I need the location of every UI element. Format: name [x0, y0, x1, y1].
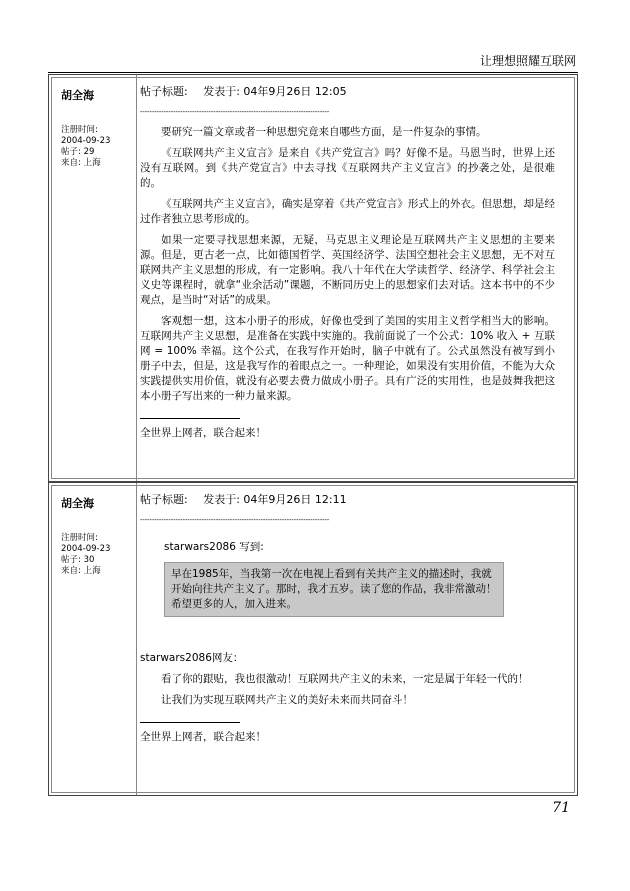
meta-register-label: 注册时间: — [61, 533, 98, 543]
post-paragraph: 让我们为实现互联网共产主义的美好未来而共同奋斗！ — [161, 694, 413, 706]
post-paragraph: 如果一定要寻找思想来源，无疑，马克思主义理论是互联网共产主义思想的主要来源。但是，更古老一点，比如德国哲学、英国经济学、法国空想社会主义思想，无不对互联网共产主义思想的形成，有一定影响。我八十年代在大学读哲学、经济学、科学社会主义史等课程时，就拿“业余活动”课题，不断同历史上的思想家们去对话。这本书中的不少观点，是当时“对话”的成果。 — [140, 234, 555, 306]
meta-register-date: 2004-09-23 — [61, 544, 111, 554]
reply-salutation: starwars2086网友： — [140, 652, 244, 664]
meta-post-count: 帖子: 30 — [61, 555, 95, 565]
column-divider — [136, 75, 137, 481]
column-divider — [136, 483, 137, 795]
author-name: 胡全海 — [61, 497, 94, 510]
meta-post-count: 帖子: 29 — [61, 147, 95, 157]
post-paragraph: 《互联网共产主义宣言》是来自《共产党宣言》吗？好像不是。马恩当时，世界上还没有互联网。到《共产党宣言》中去寻找《互联网共产主义宣言》的抄袭之处，是很难的。 — [140, 147, 555, 189]
signature: 全世界上网者，联合起来！ — [140, 427, 266, 439]
post-content — [140, 83, 570, 440]
post-date: 发表于: 04年9月26日 12:11 — [203, 493, 347, 506]
post-paragraph: 看了你的跟贴，我也很激动！互联网共产主义的未来，一定是属于年轻一代的！ — [161, 673, 529, 685]
signature-rule — [140, 418, 240, 419]
post-title-label: 帖子标题: — [140, 85, 188, 98]
post-paragraph: 客观想一想，这本小册子的形成，好像也受到了美国的实用主义哲学相当大的影响。互联网共产主义思想，是准备在实践中实施的。我前面说了一个公式：10% 收入 + 互联网 = 100% 幸福。这个公式，在我写作开始时，脑子中就有了。公式虽然没有被写到小册子中去，但是，这是我写作的着眼点之一。一种理论，如果没有实用价值，不能为大众实践提供实用价值，就没有必要去费力做成小册子。具有广泛的实用性，也是鼓舞我把这本小册子写出来的一种力量来源。 — [140, 315, 555, 402]
post-date: 发表于: 04年9月26日 12:05 — [203, 85, 347, 98]
meta-location: 来自: 上海 — [61, 158, 101, 168]
post-paragraph: 要研究一篇文章或者一种思想究竟来自哪些方面，是一件复杂的事情。 — [161, 126, 487, 138]
post-header — [140, 491, 570, 507]
signature: 全世界上网者，联合起来！ — [140, 731, 266, 743]
author-meta — [61, 533, 131, 577]
author-meta — [61, 125, 131, 169]
quote-author: starwars2086 写到: — [164, 541, 264, 553]
signature-rule — [140, 722, 240, 723]
page-number: 71 — [552, 800, 570, 816]
header-title: 让理想照耀互联网 — [479, 54, 576, 68]
meta-register-date: 2004-09-23 — [61, 136, 111, 146]
header-rule — [48, 72, 578, 73]
author-column — [61, 87, 131, 169]
post-paragraph: 《互联网共产主义宣言》，确实是穿着《共产党宣言》形式上的外衣。但思想，却是经过作者独立思考形成的。 — [140, 198, 555, 225]
post-separator: -------------------------------------------------------------------------------- — [140, 516, 330, 524]
meta-location: 来自: 上海 — [61, 566, 101, 576]
post-header — [140, 83, 570, 99]
forum-post — [48, 482, 578, 796]
post-separator: -------------------------------------------------------------------------------- — [140, 108, 330, 116]
quote-block: 早在1985年，当我第一次在电视上看到有关共产主义的描述时，我就开始向往共产主义了。那时，我才五岁。读了您的作品，我非常激动！希望更多的人，加入进来。 — [164, 562, 504, 617]
author-name: 胡全海 — [61, 89, 94, 102]
post-title-label: 帖子标题: — [140, 493, 188, 506]
author-column — [61, 495, 131, 577]
forum-post — [48, 74, 578, 482]
meta-register-label: 注册时间: — [61, 125, 98, 135]
post-content — [140, 491, 570, 744]
